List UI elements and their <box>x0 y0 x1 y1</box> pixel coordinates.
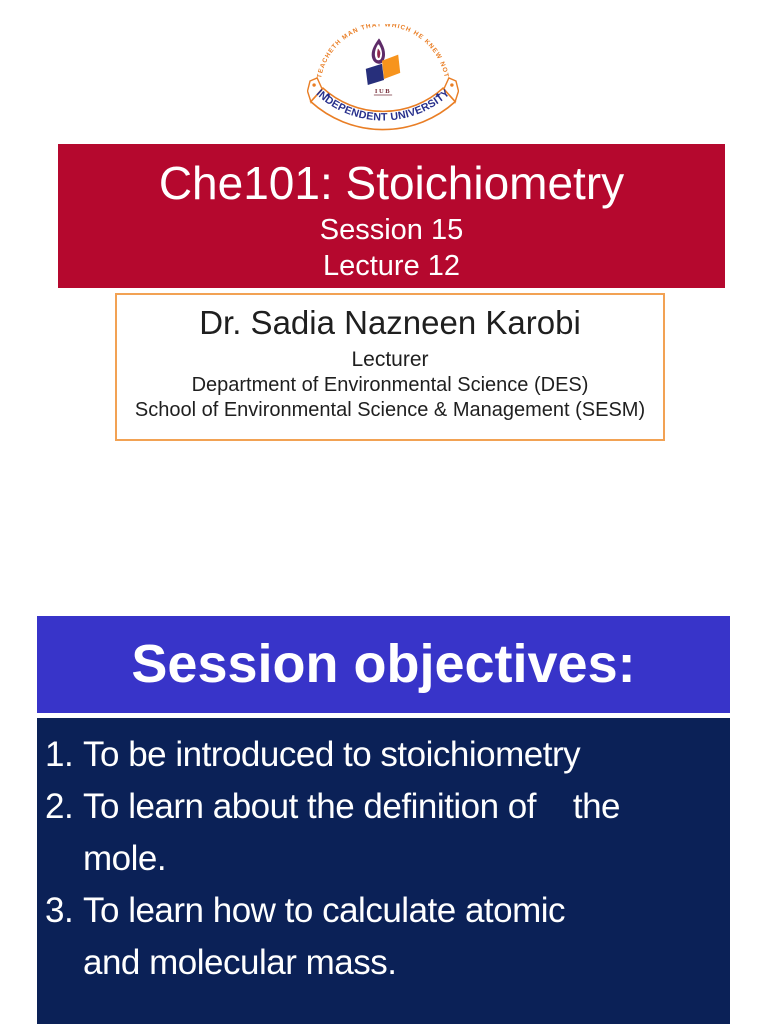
presenter-department: Department of Environmental Science (DES) <box>191 374 589 396</box>
presenter-name: Dr. Sadia Nazneen Karobi <box>199 304 581 341</box>
objectives-heading-banner <box>37 616 730 713</box>
logo-motto-text: TEACHETH MAN THAT WHICH HE KNEW NOT <box>316 24 450 79</box>
university-logo <box>307 24 459 140</box>
presenter-box <box>115 293 665 441</box>
objective-number: 3. <box>45 891 74 930</box>
objective-item-2 <box>45 781 722 885</box>
objective-text-line: To be introduced to stoichiometry <box>83 735 581 774</box>
objective-text-line: and molecular mass. <box>83 943 397 982</box>
logo-university-name: INDEPENDENT UNIVERSITY <box>313 87 453 124</box>
objective-text-line: To learn how to calculate atomic <box>83 891 566 930</box>
objective-text-line: To learn about the definition of the <box>83 787 620 826</box>
university-logo-svg <box>307 24 459 140</box>
objective-number: 2. <box>45 787 74 826</box>
logo-acronym: IUB <box>374 88 392 96</box>
lecture-label: Lecture 12 <box>322 250 461 282</box>
presenter-role: Lecturer <box>351 348 429 371</box>
objectives-list <box>37 718 730 1024</box>
objectives-heading-text: Session objectives: <box>131 634 636 694</box>
objective-item-1 <box>45 729 722 781</box>
objective-number: 1. <box>45 735 74 774</box>
title-banner <box>58 144 725 288</box>
objective-item-3 <box>45 885 722 989</box>
ribbon-dot-right <box>450 83 453 86</box>
book-page-left-icon <box>366 64 384 85</box>
ribbon-dot-left <box>312 83 315 86</box>
session-label: Session 15 <box>319 214 464 246</box>
book-page-right-icon <box>382 55 400 79</box>
course-title: Che101: Stoichiometry <box>158 157 625 209</box>
presenter-school: School of Environmental Science & Management (SESM) <box>134 399 646 421</box>
objective-text-line: mole. <box>83 839 167 878</box>
